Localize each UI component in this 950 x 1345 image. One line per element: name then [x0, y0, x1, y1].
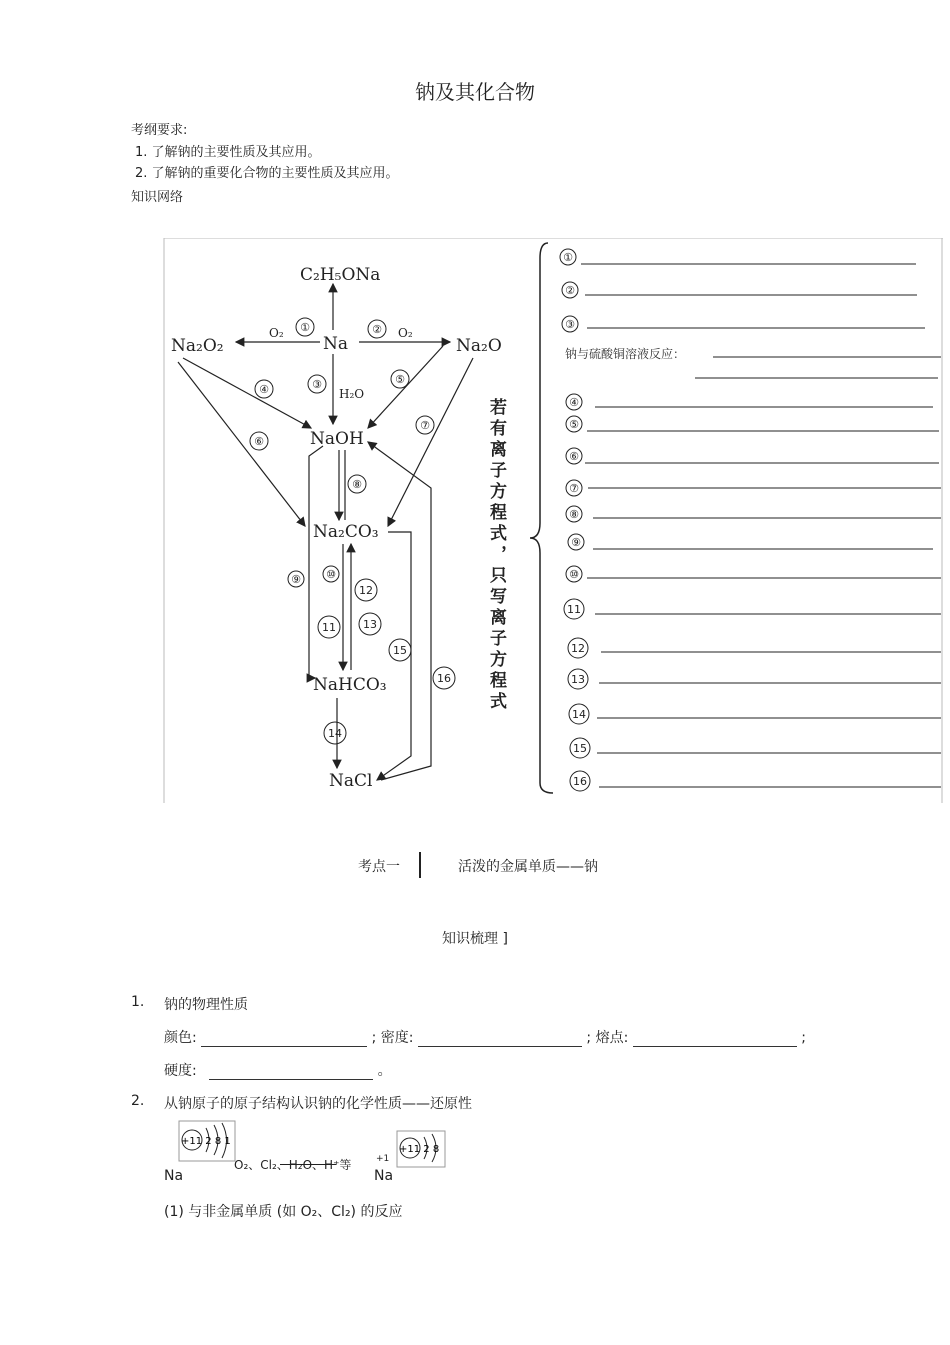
hardness-label: 硬度:: [164, 1063, 197, 1079]
compound-nacl: NaCl: [329, 771, 373, 791]
answer-line-extra: 钠与硫酸铜溶液反应：: [565, 347, 686, 361]
reagent-h2o: H₂O: [339, 387, 365, 401]
color-blank[interactable]: [201, 1032, 367, 1047]
answer-marker-8: ⑧: [569, 508, 579, 521]
answer-marker-9: ⑨: [571, 536, 581, 549]
section-point-label: 考点一: [358, 859, 400, 875]
density-blank[interactable]: [418, 1032, 582, 1047]
section-topic: 活泼的金属单质——钠: [458, 859, 598, 875]
marker-14: 14: [328, 727, 342, 740]
answer-marker-11: 11: [567, 603, 581, 616]
compound-nahco3: NaHCO₃: [313, 675, 387, 695]
answer-marker-1: ①: [563, 251, 573, 264]
ion-structure-icon: [396, 1130, 446, 1168]
melting-point-blank[interactable]: [633, 1032, 797, 1047]
hardness-end: 。: [377, 1063, 392, 1079]
marker-12: 12: [359, 584, 373, 597]
compound-na2co3: Na₂CO₃: [313, 522, 379, 542]
answer-marker-10: ⑩: [569, 568, 579, 581]
marker-13: 13: [363, 618, 377, 631]
compound-naoh: NaOH: [310, 429, 364, 449]
knowledge-network-label: 知识网络: [131, 190, 184, 205]
item-number: 2.: [131, 1093, 145, 1109]
answer-marker-4: ④: [569, 396, 579, 409]
reagent-list: O₂、Cl₂、H₂O、H⁺等: [234, 1158, 352, 1172]
marker-7: ⑦: [420, 419, 430, 432]
section-divider: [419, 852, 421, 878]
na-right: Na: [374, 1168, 394, 1184]
atom-structure-icon: [178, 1120, 236, 1162]
marker-10: ⑩: [326, 568, 336, 581]
sodium-compound-network-figure: [163, 238, 943, 803]
answer-marker-12: 12: [571, 642, 585, 655]
answer-marker-15: 15: [573, 742, 587, 755]
answer-marker-14: 14: [572, 708, 586, 721]
marker-9: ⑨: [291, 573, 301, 586]
atom-left-label: +11 2 8 1: [181, 1136, 231, 1147]
hardness-line: [164, 1060, 392, 1080]
requirement-item: 1. 了解钠的主要性质及其应用。: [135, 145, 321, 160]
atomic-structure-equation: [160, 1120, 460, 1190]
density-label: ; 密度:: [371, 1030, 414, 1046]
compound-na2o2: Na₂O₂: [171, 336, 224, 356]
compound-na2o: Na₂O: [456, 336, 502, 356]
marker-3: ③: [312, 378, 322, 391]
sub-item-1: (1) 与非金属单质 (如 O₂、Cl₂) 的反应: [164, 1204, 403, 1220]
answer-marker-6: ⑥: [569, 450, 579, 463]
requirements-heading: 考纲要求:: [131, 123, 188, 138]
marker-16: 16: [437, 672, 451, 685]
answer-marker-7: ⑦: [569, 482, 579, 495]
reaction-arrow: [280, 1164, 336, 1165]
marker-11: 11: [322, 621, 336, 634]
item-heading: 钠的物理性质: [164, 997, 248, 1013]
vertical-note: 若有离子方程式，只写离子方程式: [486, 398, 506, 713]
item-heading: 从钠原子的原子结构认识钠的化学性质——还原性: [164, 1096, 472, 1112]
compound-c2h5ona: C₂H₅ONa: [300, 265, 381, 285]
item-number: 1.: [131, 994, 145, 1010]
answer-marker-13: 13: [571, 673, 585, 686]
marker-4: ④: [259, 383, 269, 396]
reagent-o2-right: O₂: [398, 326, 413, 340]
marker-5: ⑤: [395, 373, 405, 386]
na-left: Na: [164, 1168, 184, 1184]
marker-1: ①: [300, 321, 310, 334]
knowledge-heading: 知识梳理 ]: [442, 931, 508, 947]
requirement-item: 2. 了解钠的重要化合物的主要性质及其应用。: [135, 166, 399, 181]
marker-15: 15: [393, 644, 407, 657]
hardness-blank[interactable]: [209, 1065, 373, 1080]
answer-marker-5: ⑤: [569, 418, 579, 431]
color-label: 颜色:: [164, 1030, 197, 1046]
reagent-o2-left: O₂: [269, 326, 284, 340]
answer-marker-2: ②: [565, 284, 575, 297]
page-title: 钠及其化合物: [415, 80, 535, 104]
physical-properties-line: [164, 1027, 806, 1047]
marker-2: ②: [372, 323, 382, 336]
melting-point-label: ; 熔点:: [586, 1030, 629, 1046]
marker-6: ⑥: [254, 435, 264, 448]
compound-na: Na: [323, 334, 349, 354]
answer-marker-16: 16: [573, 775, 587, 788]
answer-marker-3: ③: [565, 318, 575, 331]
line-end: ;: [801, 1030, 806, 1046]
atom-right-label: +11 2 8: [399, 1144, 440, 1155]
charge: +1: [376, 1154, 390, 1164]
marker-8: ⑧: [352, 478, 362, 491]
